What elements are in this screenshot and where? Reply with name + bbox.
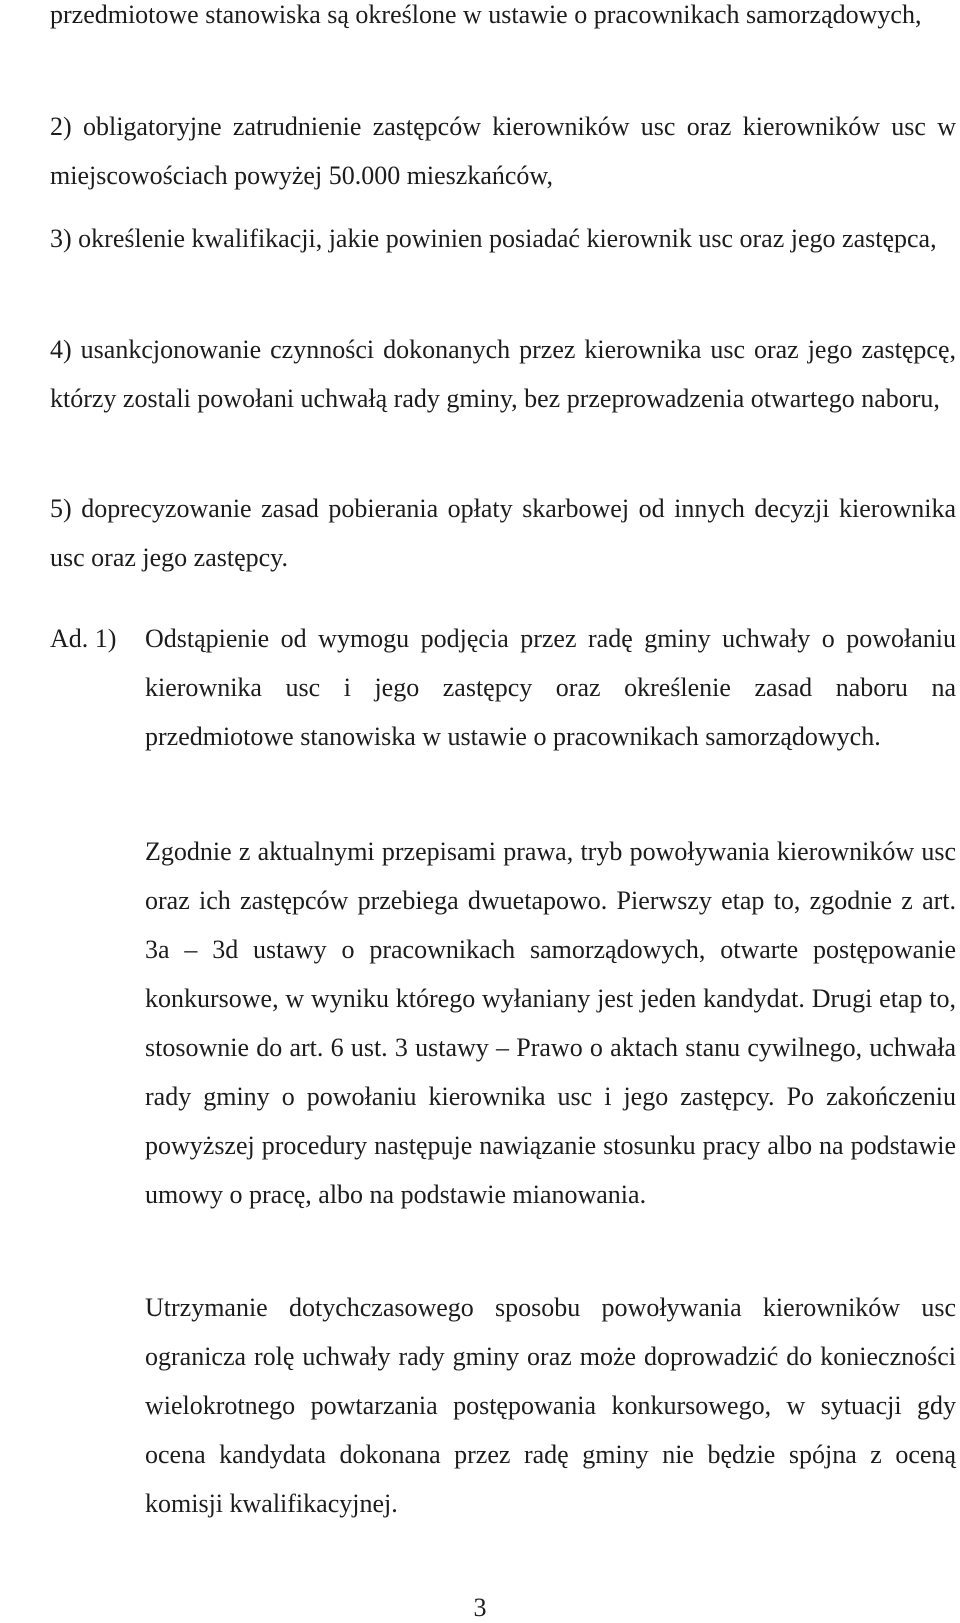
list-item-text: doprecyzowanie zasad pobierania opłaty skarbowej od innych decyzji kierownika usc oraz jego zastępcy. <box>50 494 956 572</box>
body-paragraph: Utrzymanie dotychczasowego sposobu powoływania kierowników usc ogranicza rolę uchwały rady gminy oraz może doprowadzić do konieczności wielokrotnego powtarzania postępowania konkursowego, w sytuacji gdy ocena kandydata dokonana przez radę gminy nie będzie spójna z oceną komisji kwalifikacyjnej. <box>145 1293 956 1518</box>
list-item-number: 4) <box>50 335 72 364</box>
ad-heading: Odstąpienie od wymogu podjęcia przez radę gminy uchwały o powołaniu kierownika usc i jego zastępcy oraz określenie zasad naboru na przedmiotowe stanowiska w ustawie o pracownikach samorządowych. <box>145 624 956 751</box>
continuation-paragraph: przedmiotowe stanowiska są określone w ustawie o pracownikach samorządowych, <box>50 0 922 29</box>
ad-label: Ad. 1) <box>50 624 117 653</box>
list-item <box>50 102 956 200</box>
list-item-text: obligatoryjne zatrudnienie zastępców kierowników usc oraz kierowników usc w miejscowościach powyżej 50.000 mieszkańców, <box>50 112 957 190</box>
list-item-number: 5) <box>50 494 72 523</box>
list-item <box>50 484 956 582</box>
list-item <box>50 325 956 423</box>
list-item-number: 2) <box>50 112 72 141</box>
list-item <box>50 214 956 263</box>
body-paragraph: Zgodnie z aktualnymi przepisami prawa, tryb powoływania kierowników usc oraz ich zastępców przebiega dwuetapowo. Pierwszy etap to, zgodnie z art. 3a – 3d ustawy o pracownikach samorządowych, otwarte postępowanie konkursowe, w wyniku którego wyłaniany jest jeden kandydat. Drugi etap to, stosownie do art. 6 ust. 3 ustawy – Prawo o aktach stanu cywilnego, uchwała rady gminy o powołaniu kierownika usc i jego zastępcy. Po zakończeniu powyższej procedury następuje nawiązanie stosunku pracy albo na podstawie umowy o pracę, albo na podstawie mianowania. <box>145 837 956 1209</box>
list-item-text: usankcjonowanie czynności dokonanych przez kierownika usc oraz jego zastępcę, którzy zostali powołani uchwałą rady gminy, bez przeprowadzenia otwartego naboru, <box>50 335 956 413</box>
list-item-number: 3) <box>50 224 72 253</box>
page-number: 3 <box>473 1593 487 1622</box>
list-item-text: określenie kwalifikacji, jakie powinien posiadać kierownik usc oraz jego zastępca, <box>78 224 937 253</box>
